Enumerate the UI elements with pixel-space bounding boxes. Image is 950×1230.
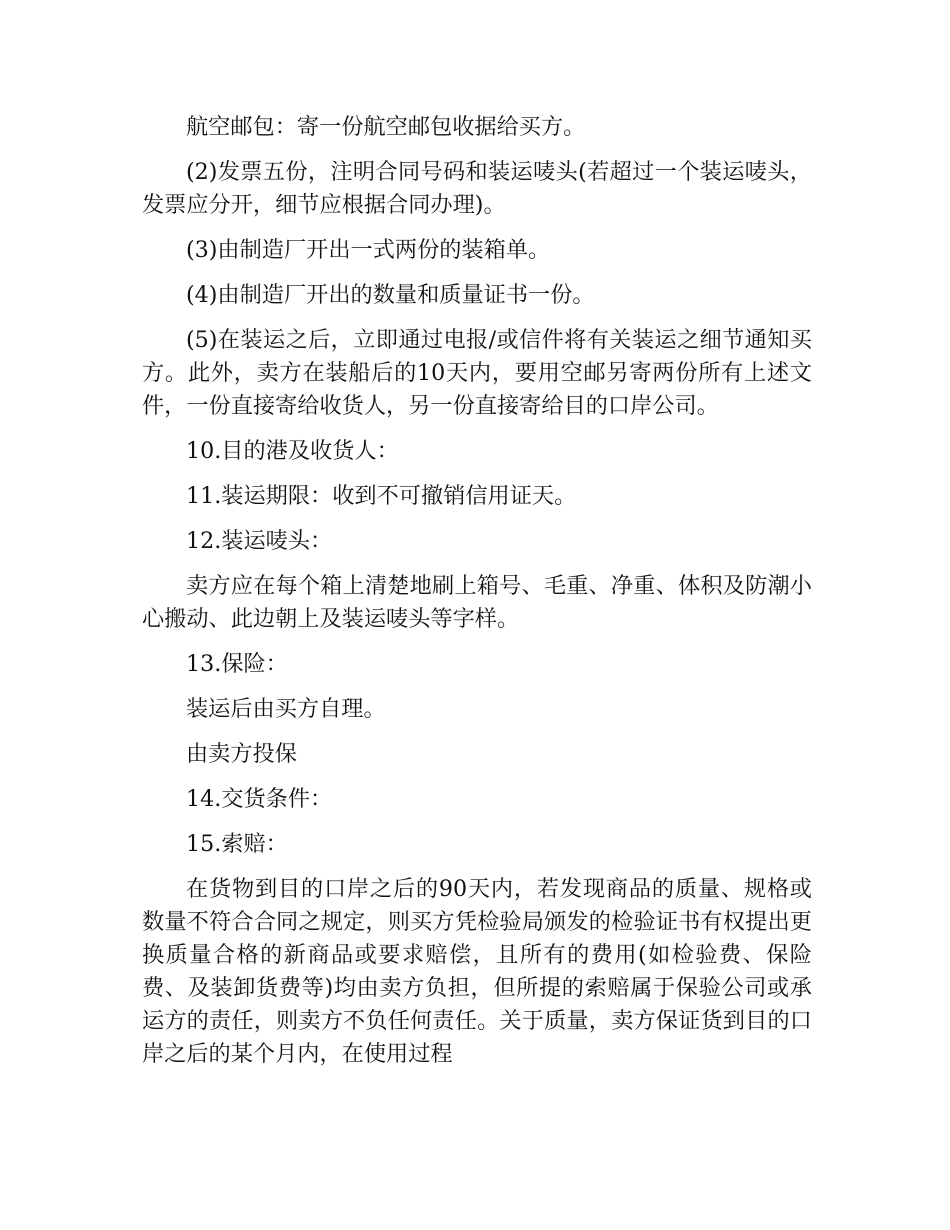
heading-claims: 15.索赔： [186,831,288,857]
heading-delivery-terms: 14.交货条件： [186,786,333,812]
heading-shipment-period: 11.装运期限：收到不可撤销信用证天。 [186,483,577,509]
paragraph-claims: 在货物到目的口岸之后的90天内，若发现商品的质量、规格或数量不符合合同之规定，则买方凭检验局颁发的检验证书有权提出更换质量合格的新商品或要求赔偿，且所有的费用(如检验费、保险费、及装卸货费等)均由卖方负担，但所提的索赔属于保验公司或承运方的责任，则卖方不负任何责任。关于质量，卖方保证货到目的口岸之后的某个月内，在使用过程 [142,876,812,1067]
paragraph-quality-certificate: (4)由制造厂开出的数量和质量证书一份。 [186,282,595,308]
paragraph-packing-list: (3)由制造厂开出一式两份的装箱单。 [186,237,551,263]
paragraph-shipping-notice: (5)在装运之后，立即通过电报/或信件将有关装运之细节通知买方。此外，卖方在装船后的10天内，要用空邮另寄两份所有上述文件，一份直接寄给收货人，另一份直接寄给目的口岸公司。 [142,327,812,419]
document-body [142,111,812,1071]
paragraph-invoice: (2)发票五份，注明合同号码和装运唛头(若超过一个装运唛头，发票应分开，细节应根据合同办理)。 [142,159,812,218]
paragraph-insurance-buyer: 装运后由买方自理。 [186,696,386,722]
paragraph-air-parcel: 航空邮包：寄一份航空邮包收据给买方。 [186,114,586,140]
heading-insurance: 13.保险： [186,651,288,677]
paragraph-shipping-marks: 卖方应在每个箱上清楚地刷上箱号、毛重、净重、体积及防潮小心搬动、此边朝上及装运唛头等字样。 [142,573,812,632]
heading-destination-port: 10.目的港及收货人： [186,438,399,464]
heading-shipping-marks: 12.装运唛头： [186,528,333,554]
paragraph-insurance-seller: 由卖方投保 [186,741,297,767]
